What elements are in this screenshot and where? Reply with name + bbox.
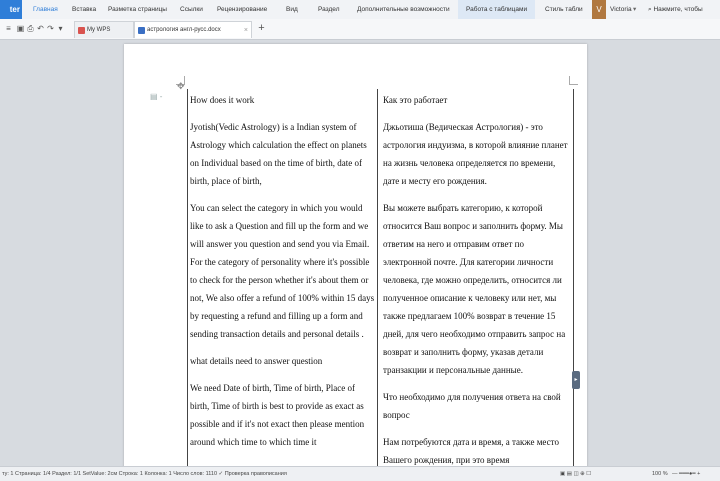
redo-icon[interactable]: ↷ (47, 24, 54, 33)
chevron-down-icon[interactable]: ▾ (633, 6, 637, 13)
menu-icon[interactable]: ≡ (6, 24, 11, 33)
wps-icon (78, 27, 85, 34)
quick-access-toolbar (0, 19, 720, 40)
doc-tab-label: астрология англ-русс.docx (147, 27, 221, 33)
document-page[interactable] (124, 44, 587, 468)
chevron-down-icon[interactable]: ▾ (58, 24, 63, 33)
table-move-handle-icon[interactable]: ✥ (177, 81, 185, 91)
paragraph: Как это работает (383, 95, 448, 105)
zoom-level[interactable]: 100 % (652, 471, 668, 477)
undo-icon[interactable]: ↶ (37, 24, 44, 33)
document-icon (138, 27, 145, 34)
search-icon: ⌕ (648, 6, 654, 13)
paragraph: what details need to answer question (190, 356, 323, 366)
tab-home[interactable]: Главная (33, 6, 58, 13)
table-cell-russian[interactable] (383, 91, 569, 468)
tab-table-style[interactable]: Стиль табли (545, 6, 583, 13)
app-menu-button[interactable]: ter (0, 0, 22, 19)
paragraph: Нам потребуются дата и время, а также место Вашего рождения, при это время (383, 437, 559, 465)
status-info: ту: 1 Страница: 1/4 Раздел: 1/1 SetValue: 2см Строка: 1 Колонка: 1 Число слов: 1110 ✓ Проверка правописания (2, 471, 287, 477)
tab-advanced[interactable]: Дополнительные возможности (357, 6, 450, 13)
tab-insert[interactable]: Вставка (72, 6, 97, 13)
paragraph-icon[interactable]: ▤ - (150, 92, 163, 101)
side-panel-toggle-icon[interactable]: ▸ (572, 371, 580, 389)
paragraph: Вы можете выбрать категорию, к которой относится Ваш вопрос и заполнить форму. Мы ответим на него и отправим ответ по электронной почте. Для категории личности человека, где можно определить, относится ли полученное описание к человеку или нет, мы также предлагаем 100% возврат в течение 15 дней, для чего необходимо отправить запрос на возврат и заполнить форму, указав детали транзакции и персональные данные. (383, 203, 566, 375)
search-box[interactable] (648, 3, 720, 17)
save-icon[interactable]: ▣ (16, 24, 25, 33)
doc-tab-label: My WPS (87, 27, 111, 33)
table-column-divider (377, 89, 378, 468)
tab-view[interactable]: Вид (286, 6, 298, 13)
doc-tab-astrology[interactable] (134, 21, 252, 38)
new-tab-icon[interactable]: + (258, 22, 265, 34)
doc-tab-my-wps[interactable] (74, 21, 134, 38)
tab-references[interactable]: Ссылки (180, 6, 203, 13)
paragraph: You can select the category in which you would like to ask a Question and fill up the form and we will answer you question and send you via Email. For the category of personality where it's possible to check for the person whether it's about them or not, We also offer a refund of 100% within 15 days by requesting a refund and filling up a form and sending transaction details and personal details . (190, 203, 375, 339)
paragraph: Джьотиша (Ведическая Астрология) - это астрология индуизма, в которой влияние планет на жизнь человека определяется по времени, дате и месту его рождения. (383, 122, 568, 186)
zoom-slider[interactable]: — ━━━●━ + (672, 471, 701, 477)
tab-table-tools[interactable]: Работа с таблицами (458, 0, 535, 19)
margin-mark (569, 76, 578, 85)
paragraph: We need Date of birth, Time of birth, Place of birth, Time of birth is best to provide as exact as possible and if it's not exact then please mention around which time to which time it (190, 383, 365, 447)
avatar[interactable]: V (592, 0, 606, 19)
table-cell-english[interactable] (190, 91, 376, 460)
user-name[interactable]: Victoria (610, 6, 632, 13)
status-bar (0, 466, 720, 481)
tab-page-layout[interactable]: Разметка страницы (108, 6, 167, 13)
paragraph: Что необходимо для получения ответа на свой вопрос (383, 392, 561, 420)
ribbon-tabs (0, 0, 720, 20)
paragraph: Jyotish(Vedic Astrology) is a Indian system of Astrology which calculation the effect on planets on Individual based on the time of birth, date of birth, place of birth, (190, 122, 367, 186)
close-icon[interactable]: × (243, 27, 248, 34)
tab-review[interactable]: Рецензирование (217, 6, 268, 13)
print-icon[interactable]: ⎙ (27, 24, 34, 33)
paragraph: How does it work (190, 95, 255, 105)
view-mode-icons[interactable]: ▣ ▤ ◫ ⊕ ☐ (560, 471, 592, 477)
tab-section[interactable]: Раздел (318, 6, 340, 13)
search-label: Нажмите, чтобы (653, 6, 703, 13)
